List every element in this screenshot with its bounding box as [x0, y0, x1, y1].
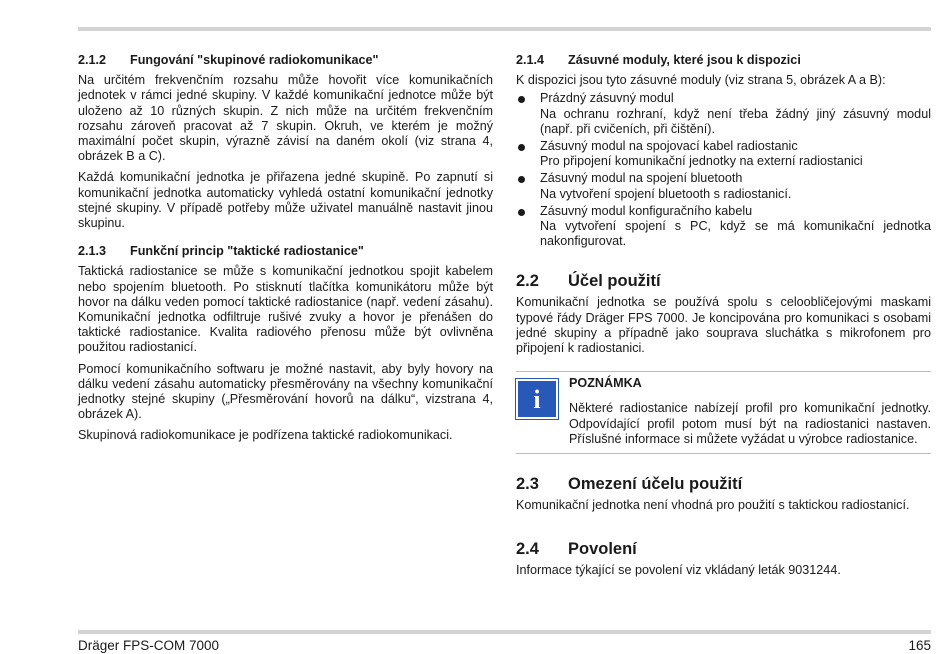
bullet-icon: [518, 144, 525, 151]
paragraph: Komunikační jednotka se používá spolu s celoobličejovými maskami typové řády Dräger FPS 7000. Je koncipována pro komunikaci s osobami jedné skupiny a případně jako souprava sluchátka s mikrofonem pro připojení k radiostanici.: [516, 295, 931, 356]
module-desc: Na vytvoření spojení bluetooth s radiostanicí.: [540, 186, 792, 201]
section-2-2-heading: [516, 271, 931, 291]
paragraph: Komunikační jednotka není vhodná pro použití s taktickou radiostanicí.: [516, 498, 910, 513]
section-title: Zásuvné moduly, které jsou k dispozici: [568, 53, 801, 67]
right-column: [516, 53, 931, 584]
module-desc: Pro připojení komunikační jednotky na externí radiostanici: [540, 154, 863, 169]
paragraph: Skupinová radiokomunikace je podřízena taktické radiokomunikaci.: [78, 428, 453, 443]
module-name: Zásuvný modul na spojení bluetooth: [540, 171, 743, 186]
note-title: POZNÁMKA: [569, 376, 642, 391]
section-2-3-heading: [516, 474, 931, 494]
footer-rule: [78, 630, 931, 634]
module-name: Zásuvný modul konfiguračního kabelu: [540, 203, 753, 218]
bullet-icon: [518, 209, 525, 216]
section-title: Účel použití: [568, 272, 661, 291]
module-name: Prázdný zásuvný modul: [540, 91, 674, 106]
section-title: Povolení: [568, 540, 637, 559]
section-title: Fungování "skupinové radiokomunikace": [130, 53, 379, 67]
section-2-1-3-heading: [78, 244, 493, 259]
info-icon: i: [516, 379, 558, 419]
bullet-icon: [518, 96, 525, 103]
paragraph: K dispozici jsou tyto zásuvné moduly (viz strana 5, obrázek A a B):: [516, 73, 886, 88]
footer-product: Dräger FPS-COM 7000: [78, 638, 220, 653]
section-number: 2.4: [516, 540, 539, 559]
paragraph: Taktická radiostanice se může s komunikační jednotkou spojit kabelem nebo spojením bluetooth. Po stisknutí tlačítka komunikátoru může být hovor na dálku veden pomocí taktické radiostanice (např. vedení zásahu). Komunikační jednotka odfiltruje rušivé zvuky a hovor je přenášen do taktické radiostanice. Kvalita radiového přenosu může být ovlivněna použitou radiostanicí.: [78, 264, 493, 355]
list-item: [516, 204, 931, 250]
list-item: [516, 139, 931, 169]
section-number: 2.1.4: [516, 53, 545, 67]
section-2-1-2-heading: [78, 53, 493, 68]
list-item: [516, 171, 931, 201]
paragraph: Informace týkající se povolení viz vkládaný leták 9031244.: [516, 563, 841, 578]
section-number: 2.1.2: [78, 53, 107, 67]
paragraph: Každá komunikační jednotka je přiřazena jedné skupině. Po zapnutí si komunikační jednotka automaticky vyhledá ostatní komunikační jednotky stejné skupiny. V případě potřeby může uživatel manuálně nastavit jinou skupinu.: [78, 170, 493, 231]
section-2-4-heading: [516, 539, 931, 559]
note-box: [516, 371, 931, 454]
section-title: Omezení účelu použití: [568, 475, 743, 494]
paragraph: Pomocí komunikačního softwaru je možné nastavit, aby byly hovory na dálku vedení zásahu automaticky přesměrovány na všechny komunikační jednotky stejné skupiny („Přesměrování hovorů na dálku“, vizstrana 4, obrázek A).: [78, 361, 493, 422]
header-rule: [78, 27, 931, 31]
left-column: [78, 53, 493, 450]
module-name: Zásuvný modul na spojovací kabel radiostanic: [540, 139, 798, 154]
section-2-1-4-heading: [516, 53, 931, 68]
list-item: [516, 91, 931, 137]
module-list: [516, 91, 931, 249]
section-title: Funkční princip "taktické radiostanice": [130, 244, 364, 259]
note-text: Některé radiostanice nabízejí profil pro komunikační jednotky. Odpovídající profil potom musí být na radiostanici nastaven. Příslušné informace si můžete vyžádat u výrobce radiostanice.: [569, 401, 931, 446]
page-number: 165: [908, 638, 931, 653]
section-number: 2.2: [516, 272, 539, 291]
module-desc: Na vytvoření spojení s PC, když se má komunikační jednotka nakonfigurovat.: [540, 219, 931, 249]
bullet-icon: [518, 176, 525, 183]
paragraph: Na určitém frekvenčním rozsahu může hovořit více komunikačních jednotek v rámci jedné skupiny. V každé komunikační jednotce může být uloženo až 10 různých skupin. Z nich může na určitém frekvenčním rozsahu zároveň pracovat až 7 skupin. Okruh, ve kterém je možný maximální počet skupin, výrazně závisí na daném okolí (viz strana 4, obrázek B a C).: [78, 73, 493, 164]
section-number: 2.1.3: [78, 244, 107, 259]
module-desc: Na ochranu rozhraní, když není třeba žádný jiný zásuvný modul (např. při cvičeních, při čištění).: [540, 106, 931, 136]
section-number: 2.3: [516, 475, 539, 494]
